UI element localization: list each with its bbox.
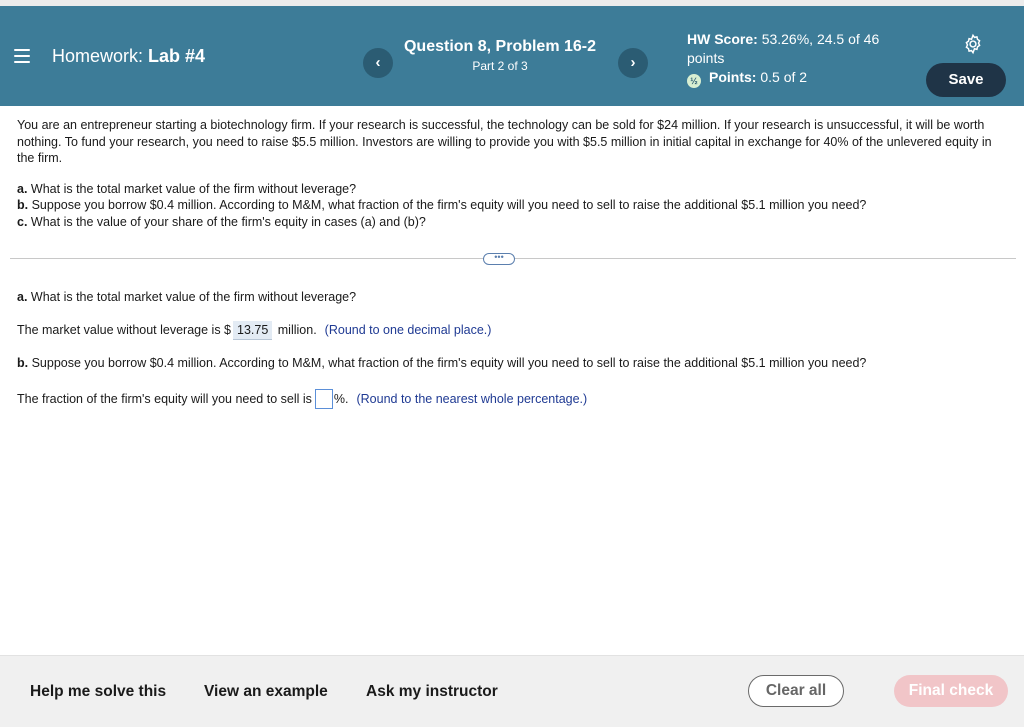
points-label: Points: [709,69,757,85]
final-check-button[interactable]: Final check [894,675,1008,707]
settings-gear-icon[interactable] [962,33,984,55]
answer-b-question: b. Suppose you borrow $0.4 million. According to M&M, what fraction of the firm's equity will you need to sell to raise the additional $5.1 million you need? [17,356,867,370]
save-button[interactable]: Save [926,63,1006,97]
previous-question-button[interactable]: ‹ [363,48,393,78]
answer-b-input[interactable] [315,389,333,409]
question-parts-list [17,181,1007,231]
points-value: 0.5 of 2 [760,69,808,85]
answer-a-row: The market value without leverage is $ 13.75 million. (Round to one decimal place.) [17,321,491,340]
answer-a-question: a. What is the total market value of the firm without leverage? [17,290,357,304]
answer-a-hint: (Round to one decimal place.) [324,323,492,337]
score-panel [687,30,902,88]
expand-more-button[interactable]: ••• [483,253,515,265]
answer-b-row: The fraction of the firm's equity will you need to sell is %. (Round to the nearest whole percentage.) [17,389,587,409]
points-row [687,68,902,88]
next-question-button[interactable]: › [618,48,648,78]
question-part-a: a. What is the total market value of the firm without leverage? [17,181,357,196]
hw-score [687,30,902,68]
view-example-link[interactable]: View an example [204,683,328,700]
answer-b-hint: (Round to the nearest whole percentage.) [356,392,588,406]
app-header [0,6,1024,106]
hw-score-value: 53.26%, 24.5 of 46 points [687,31,880,66]
homework-title [52,46,205,67]
answer-a-value[interactable]: 13.75 [233,321,272,340]
question-part-b: b. Suppose you borrow $0.4 million. According to M&M, what fraction of the firm's equity will you need to sell to raise the additional $5.1 million you need? [17,198,867,212]
partial-credit-icon: ½ [687,74,701,88]
homework-name: Lab #4 [148,46,206,66]
question-stem [17,117,1007,230]
footer-toolbar [0,655,1024,727]
hw-score-label: HW Score: [687,31,758,47]
hamburger-menu-icon[interactable] [14,49,30,63]
question-title: Question 8, Problem 16-2 [403,38,597,55]
question-part-indicator: Part 2 of 3 [472,59,528,73]
help-me-solve-link[interactable]: Help me solve this [30,683,167,700]
question-part-c: c. What is the value of your share of the firm's equity in cases (a) and (b)? [17,214,426,229]
ask-instructor-link[interactable]: Ask my instructor [366,683,498,700]
clear-all-button[interactable]: Clear all [748,675,844,707]
homework-prefix: Homework: [52,46,149,66]
question-intro: You are an entrepreneur starting a biotechnology firm. If your research is successful, the technology can be sold for $24 million. If your research is unsuccessful, it will be worth nothing. To fund your research, you need to raise $5.5 million. Investors are willing to provide you with $5.5 million in initial capital in exchange for 40% of the unlevered equity in the firm. [17,118,992,165]
